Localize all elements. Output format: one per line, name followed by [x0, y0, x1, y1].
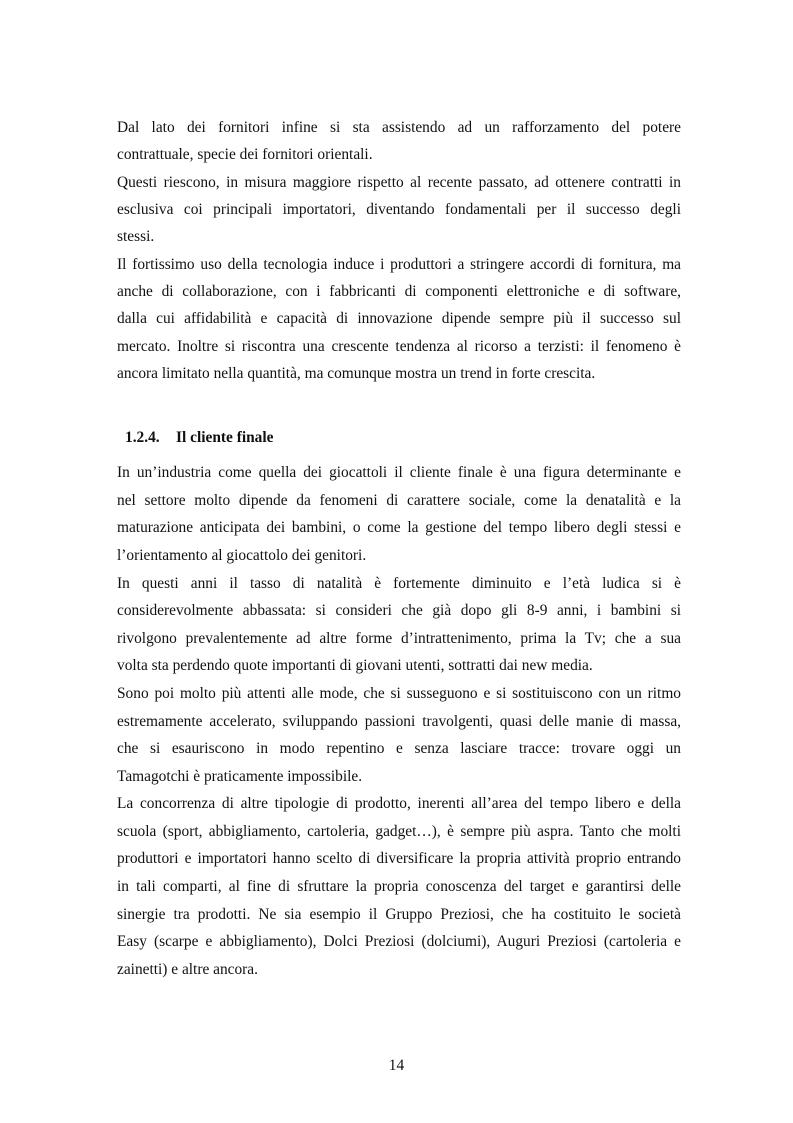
text-line: volta sta perdendo quote importanti di giovani utenti, sottratti dai new media.	[117, 657, 593, 674]
text-line: In un’industria come quella dei giocattoli il cliente finale è una figura determinante e	[117, 464, 681, 481]
text-line: Tamagotchi è praticamente impossibile.	[117, 768, 363, 785]
text-line: zainetti) e altre ancora.	[117, 961, 258, 978]
text-line: dalla cui affidabilità e capacità di innovazione dipende sempre più il successo sul	[117, 310, 681, 327]
text-line: esclusiva coi principali importatori, diventando fondamentali per il successo degli	[117, 201, 681, 218]
section-heading	[125, 428, 273, 448]
text-line: in tali comparti, al fine di sfruttare la propria conoscenza del target e garantirsi delle	[117, 878, 681, 895]
text-line: produttori e importatori hanno scelto di diversificare la propria attività proprio entrando	[117, 850, 681, 867]
text-line: che si esauriscono in modo repentino e senza lasciare tracce: trovare oggi un	[117, 740, 681, 757]
page-number: 14	[388, 1057, 405, 1074]
text-line: nel settore molto dipende da fenomeni di carattere sociale, come la denatalità e la	[117, 492, 681, 509]
text-line: ancora limitato nella quantità, ma comunque mostra un trend in forte crescita.	[117, 365, 596, 382]
text-line: maturazione anticipata dei bambini, o come la gestione del tempo libero degli stessi e	[117, 519, 681, 536]
text-line: In questi anni il tasso di natalità è fortemente diminuito e l’età ludica si è	[117, 575, 681, 592]
text-line: scuola (sport, abbigliamento, cartoleria, gadget…), è sempre più aspra. Tanto che molti	[117, 823, 681, 840]
text-line: mercato. Inoltre si riscontra una crescente tendenza al ricorso a terzisti: il fenomeno è	[117, 338, 681, 355]
text-line: contrattuale, specie dei fornitori orientali.	[117, 146, 373, 163]
text-line: stessi.	[117, 228, 155, 245]
text-line: estremamente accelerato, sviluppando passioni travolgenti, quasi delle manie di massa,	[117, 713, 681, 730]
text-line: Dal lato dei fornitori infine si sta assistendo ad un rafforzamento del potere	[117, 119, 681, 136]
text-line: Questi riescono, in misura maggiore rispetto al recente passato, ad ottenere contratti in	[117, 174, 681, 191]
section-number: 1.2.4.	[125, 429, 160, 446]
text-line: rivolgono prevalentemente ad altre forme d’intrattenimento, prima la Tv; che a sua	[117, 630, 681, 647]
section-title: Il cliente finale	[176, 429, 274, 446]
text-line: sinergie tra prodotti. Ne sia esempio il Gruppo Preziosi, che ha costituito le società	[117, 906, 681, 923]
text-line: Sono poi molto più attenti alle mode, che si susseguono e si sostituiscono con un ritmo	[117, 685, 681, 702]
text-line: Il fortissimo uso della tecnologia induce i produttori a stringere accordi di fornitura, ma	[117, 256, 681, 273]
text-line: considerevolmente abbassata: si consideri che già dopo gli 8-9 anni, i bambini si	[117, 602, 681, 619]
text-line: Easy (scarpe e abbigliamento), Dolci Preziosi (dolciumi), Auguri Preziosi (cartoleria e	[117, 933, 681, 950]
text-line: anche di collaborazione, con i fabbricanti di componenti elettroniche e di software,	[117, 283, 681, 300]
text-line: l’orientamento al giocattolo dei genitori.	[117, 547, 367, 564]
text-line: La concorrenza di altre tipologie di prodotto, inerenti all’area del tempo libero e della	[117, 795, 681, 812]
